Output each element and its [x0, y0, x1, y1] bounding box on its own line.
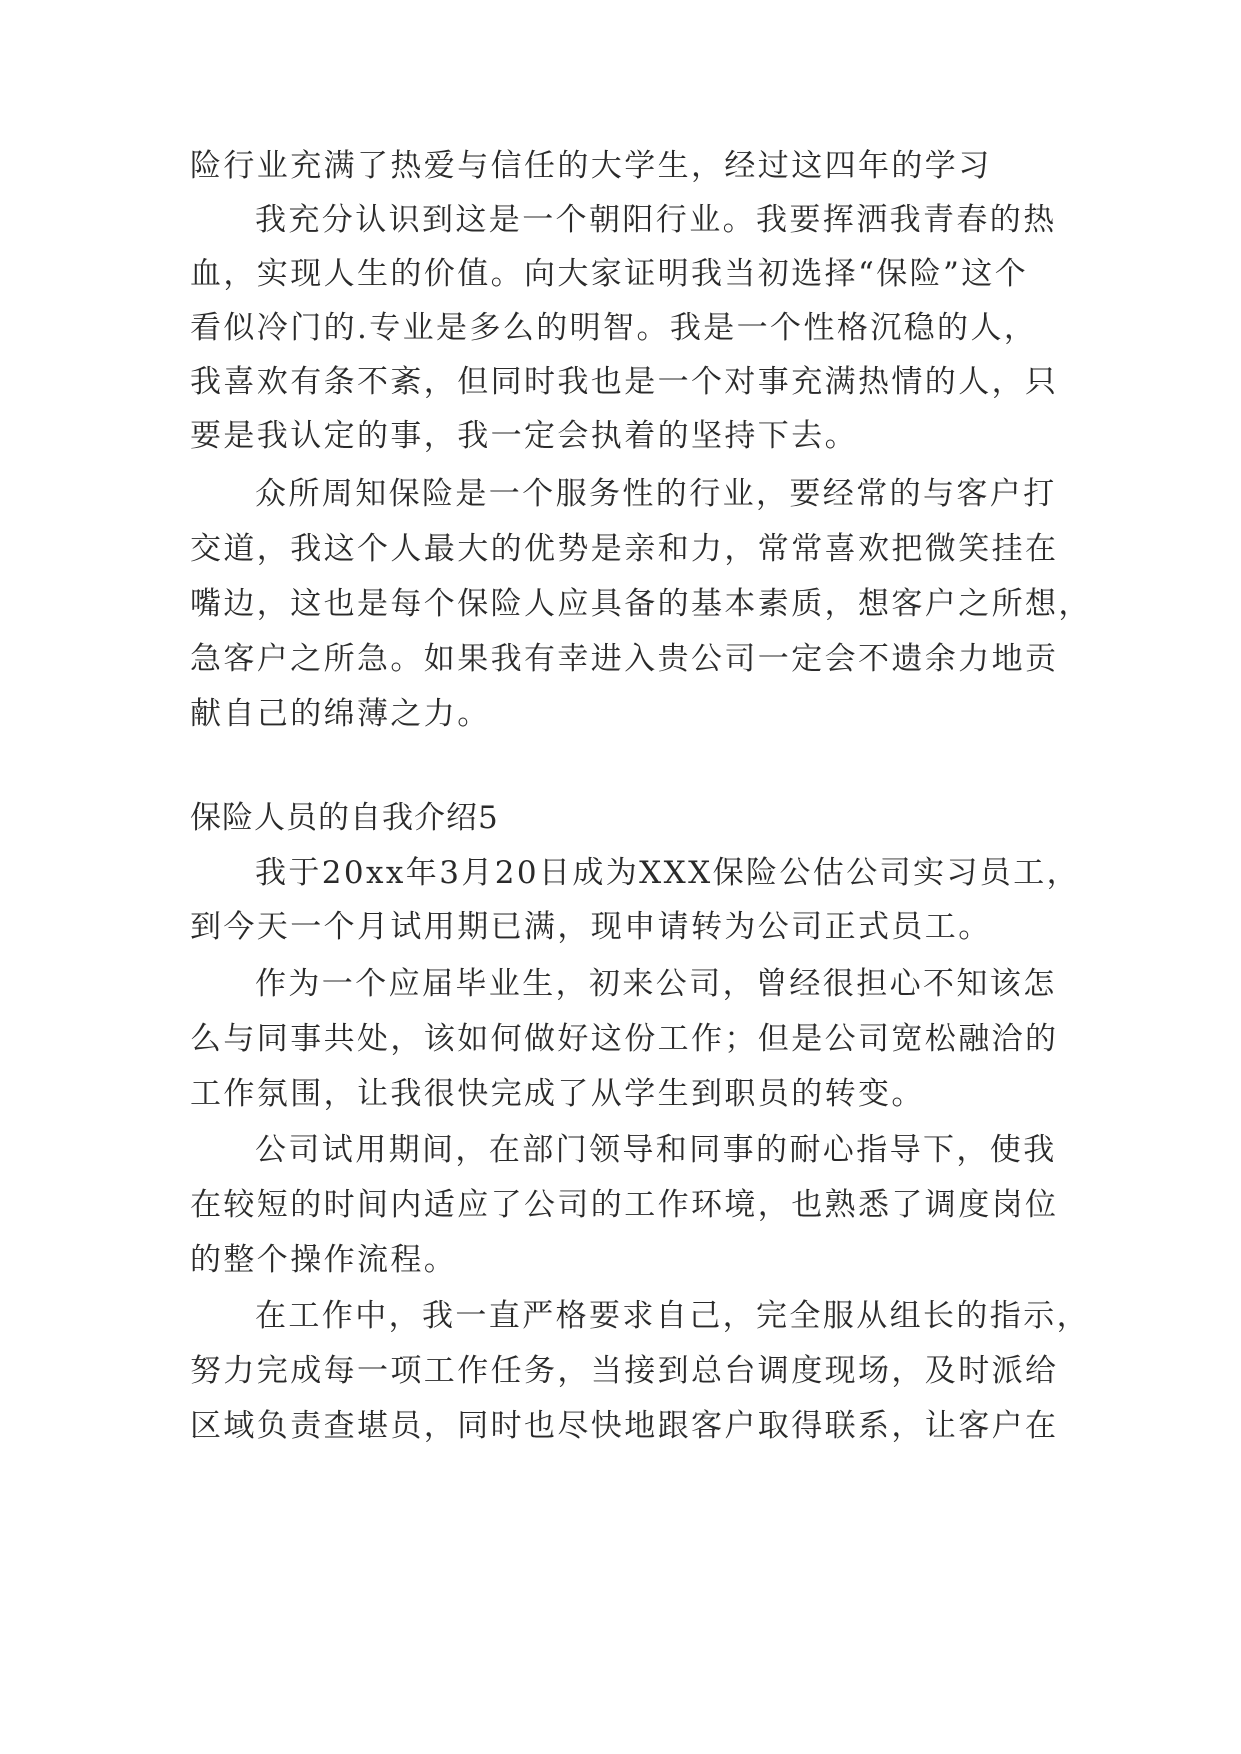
paragraph-4-line-1: 作为一个应届毕业生，初来公司，曾经很担心不知该怎 [255, 966, 1057, 1002]
paragraph-2-line-3: 嘴边，这也是每个保险人应具备的基本素质，想客户之所想， [190, 586, 1092, 622]
paragraph-2-line-5: 献自己的绵薄之力。 [190, 696, 491, 732]
paragraph-6-line-2: 努力完成每一项工作任务，当接到总台调度现场，及时派给 [190, 1353, 1059, 1389]
paragraph-1-line-5: 要是我认定的事，我一定会执着的坚持下去。 [190, 418, 858, 454]
paragraph-2-line-1: 众所周知保险是一个服务性的行业，要经常的与客户打 [255, 476, 1057, 512]
text-line-1: 险行业充满了热爱与信任的大学生，经过这四年的学习 [190, 148, 992, 184]
paragraph-3-line-2: 到今天一个月试用期已满，现申请转为公司正式员工。 [190, 909, 992, 945]
paragraph-5-line-2: 在较短的时间内适应了公司的工作环境，也熟悉了调度岗位 [190, 1187, 1059, 1223]
paragraph-2-line-4: 急客户之所急。如果我有幸进入贵公司一定会不遗余力地贡 [190, 641, 1059, 677]
paragraph-1-line-3: 看似冷门的.专业是多么的明智。我是一个性格沉稳的人， [190, 310, 1038, 346]
paragraph-5-line-3: 的整个操作流程。 [190, 1242, 458, 1278]
paragraph-5-line-1: 公司试用期间，在部门领导和同事的耐心指导下，使我 [255, 1132, 1057, 1168]
paragraph-4-line-2: 么与同事共处，该如何做好这份工作；但是公司宽松融洽的 [190, 1021, 1059, 1057]
paragraph-4-line-3: 工作氛围，让我很快完成了从学生到职员的转变。 [190, 1076, 925, 1112]
paragraph-2-line-2: 交道，我这个人最大的优势是亲和力，常常喜欢把微笑挂在 [190, 531, 1059, 567]
paragraph-1-line-1: 我充分认识到这是一个朝阳行业。我要挥洒我青春的热 [255, 202, 1057, 238]
paragraph-1-line-2: 血，实现人生的价值。向大家证明我当初选择“保险”这个 [190, 256, 1029, 292]
paragraph-3-line-1: 我于20xx年3月20日成为XXX保险公估公司实习员工， [255, 855, 1080, 891]
paragraph-1-line-4: 我喜欢有条不紊，但同时我也是一个对事充满热情的人，只 [190, 364, 1059, 400]
paragraph-6-line-3: 区域负责查堪员，同时也尽快地跟客户取得联系，让客户在 [190, 1408, 1059, 1444]
paragraph-6-line-1: 在工作中，我一直严格要求自己，完全服从组长的指示， [255, 1298, 1090, 1334]
section-heading: 保险人员的自我介绍5 [190, 800, 499, 836]
